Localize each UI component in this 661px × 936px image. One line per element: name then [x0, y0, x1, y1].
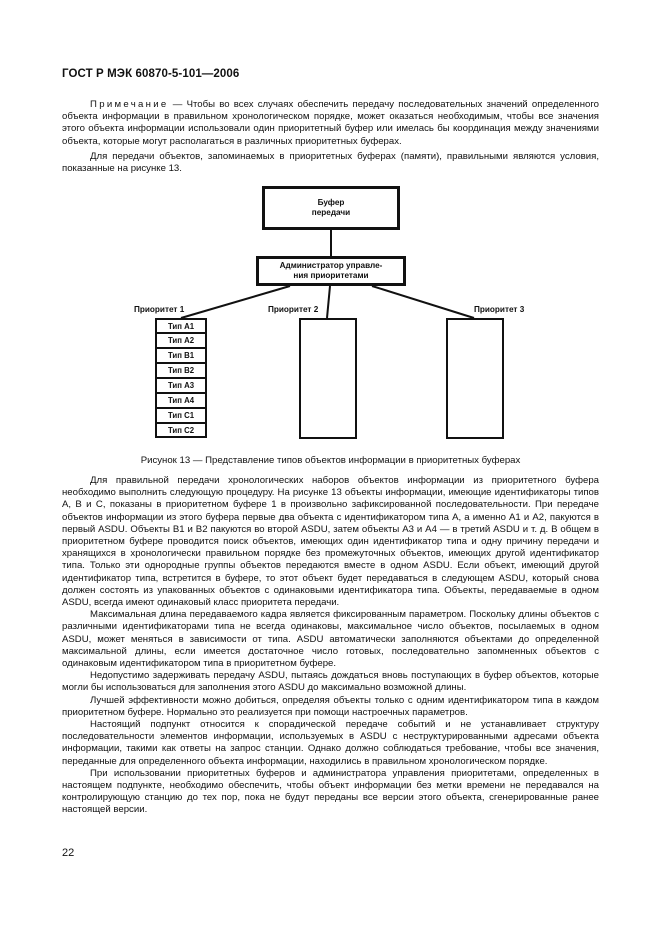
- priority1-label: Приоритет 1: [134, 305, 185, 314]
- document-header: ГОСТ Р МЭК 60870-5-101—2006: [62, 68, 240, 80]
- body-paragraph: При использовании приоритетных буферов и администратора управления приоритетами, определенных в настоящем подпункте, необходимо обеспечить, чтобы объект информации без метки времени не передавался на контролирующую станцию до тех пор, пока не будут переданы все версии этого объекта, сгенерированные ранее настоящей версии.: [62, 767, 599, 816]
- note-text: — Чтобы во всех случаях обеспечить передачу последовательных значений определенного объекта информации в правильном хронологическом порядке, может оказаться необходимым, чтобы все значения этого объекта информации использовали один приоритетный буфер или имелась бы координация между значениями объекта, которые могут располагаться в различных приоритетных буферах.: [62, 99, 599, 147]
- transmit-buffer-label-1: Буфер: [317, 198, 345, 207]
- priority-manager-label-2: ния приоритетами: [293, 271, 369, 280]
- type-cell: Тип A4: [155, 393, 207, 408]
- figure-caption: Рисунок 13 — Представление типов объектов информации в приоритетных буферах: [140, 455, 521, 466]
- body-paragraph: Недопустимо задерживать передачу ASDU, пытаясь дождаться вновь поступающих в буфер объектов, которые могли бы использоваться для заполнения этого ASDU до максимально возможной длины.: [62, 670, 599, 694]
- type-cell: Тип B2: [155, 363, 207, 378]
- type-cell: Тип C1: [155, 408, 207, 423]
- type-cell: Тип C2: [155, 423, 207, 438]
- note-label: Примечание: [90, 99, 169, 110]
- priority-manager-label-1: Администратор управле-: [279, 261, 383, 270]
- page-number: 22: [62, 847, 75, 859]
- connector-to-priority2: [327, 286, 330, 318]
- connector-to-priority3: [372, 286, 474, 318]
- body-paragraph: Настоящий подпункт относится к спорадической передаче событий и не устанавливает структуру последовательности элементов информации, используемых в ASDU с неструктурированными адресами объекта информации, такими как ответы на запрос станции. Однако должно соблюдаться требование, чтобы все значения, переданные для определенного объекта информации, находились в правильном хронологическом порядке.: [62, 719, 599, 767]
- priority3-label: Приоритет 3: [474, 305, 525, 314]
- transmit-buffer-label-2: передачи: [311, 208, 351, 217]
- type-cell: Тип A3: [155, 378, 207, 393]
- body-text: [62, 475, 599, 817]
- body-paragraph: Для правильной передачи хронологических наборов объектов информации из приоритетного буфера необходимо выполнить следующую процедуру. На рисунке 13 объекты информации, имеющие идентификаторы типов A, B и C, показаны в приоритетном буфере 1 в произвольно зафиксированной последовательности. При передаче объектов информации из этого буфера первые два объекта с идентификатором типа A, а именно A1 и A2, пакуются в первый ASDU. Объекты B1 и B2 пакуются во второй ASDU, затем объекты A3 и A4 — в третий ASDU и т. д. В общем в приоритетном буфере проводится поиск объектов, имеющих один идентификатор типа и одну причину передачи и хранящихся в хронологически правильном порядке без промежуточных объектов, имеющих другой идентификатор типа. Только эти однородные группы объектов передаются вместе в одном ASDU. Если объект, имеющий другой идентификатор типа, встретится в буфере, то этот объект будет передаваться в следующем ASDU, который снова должен состоять из упакованных объектов с одинаковыми идентификатора типа. Объекты, передаваемые в одном ASDU, всегда имеют одинаковый класс приоритета передачи.: [62, 475, 599, 609]
- intro-text: Для передачи объектов, запоминаемых в приоритетных буферах (памяти), правильными являются условия, показанные на рисунке 13.: [62, 151, 599, 175]
- body-paragraph: Лучшей эффективности можно добиться, определяя объекты только с одним идентификатором типа в каждом приоритетном буфере. Нормально это реализуется при помощи настроечных параметров.: [62, 694, 599, 718]
- priority1-buffer: [155, 318, 207, 438]
- priority3-buffer: [446, 318, 504, 439]
- type-cell: Тип B1: [155, 348, 207, 363]
- type-cell: Тип A2: [155, 333, 207, 348]
- priority2-label: Приоритет 2: [268, 305, 319, 314]
- priority2-buffer: [299, 318, 357, 439]
- body-paragraph: Максимальная длина передаваемого кадра является фиксированным параметром. Поскольку длины объектов с различными идентификаторами типа не всегда одинаковы, максимальное число объектов, посылаемых в одном ASDU, может меняться в зависимости от типа. ASDU автоматически заполняются объектами до определенной максимальной длины, если имеется достаточное число готовых, последовательно запомненных объектов с одинаковым идентификатором типа в приоритетном буфере.: [62, 609, 599, 670]
- priority-buffers-diagram: [0, 0, 661, 460]
- type-cell: Тип A1: [155, 318, 207, 333]
